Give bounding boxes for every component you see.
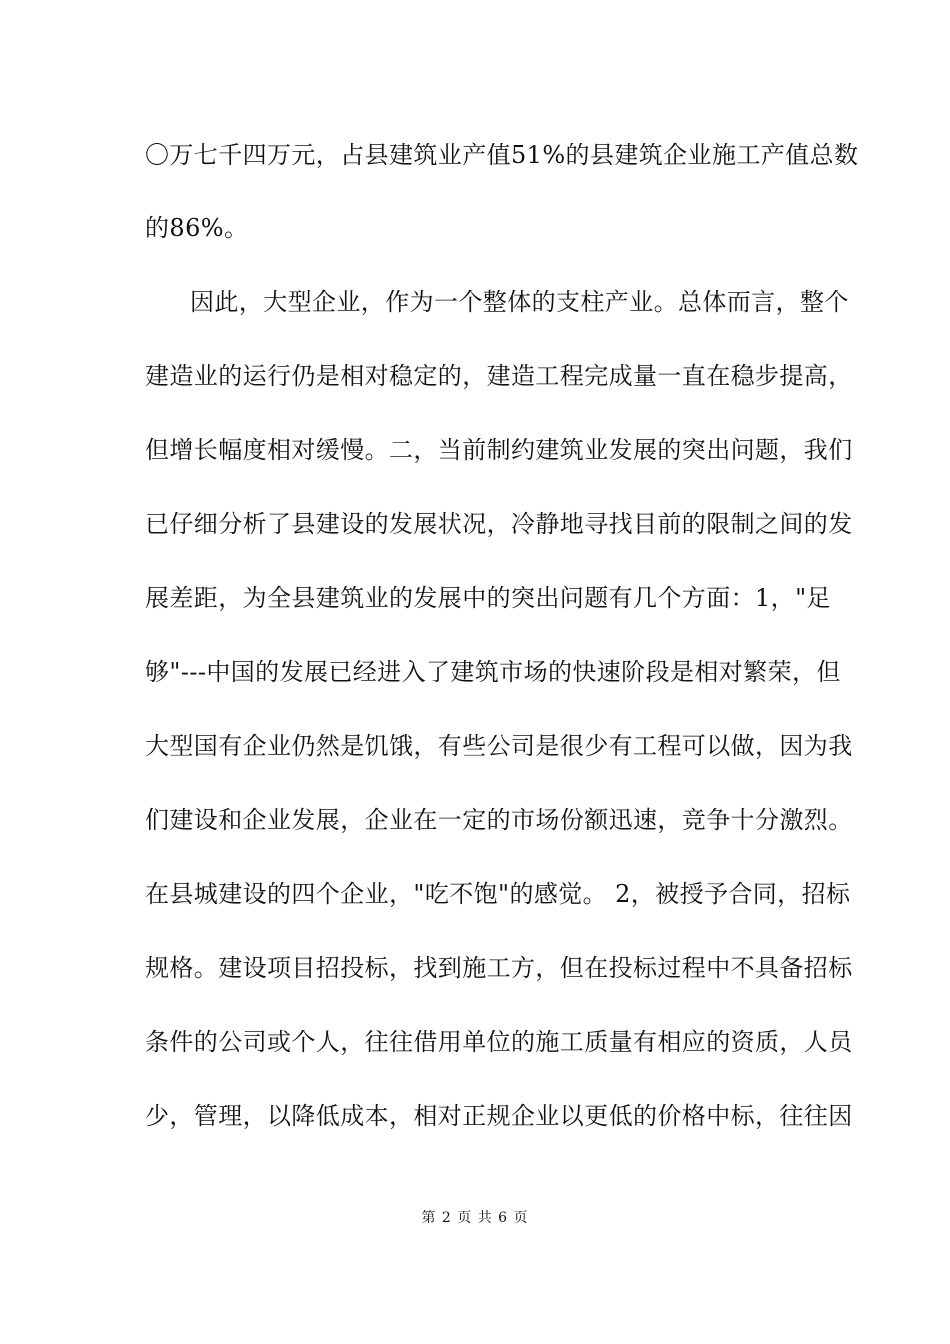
text-line: 在县城建设的四个企业，"吃不饱"的感觉。 2，被授予合同，招标 <box>145 880 851 908</box>
text-line: 大型国有企业仍然是饥饿，有些公司是很少有工程可以做，因为我 <box>145 732 853 760</box>
text-line: 们建设和企业发展，企业在一定的市场份额迅速，竞争十分激烈。 <box>145 806 853 834</box>
text-line: 但增长幅度相对缓慢。二，当前制约建筑业发展的突出问题，我们 <box>145 436 853 464</box>
text-line: 建造业的运行仍是相对稳定的，建造工程完成量一直在稳步提高， <box>145 362 853 390</box>
text-line: 条件的公司或个人，往往借用单位的施工质量有相应的资质，人员 <box>145 1028 853 1056</box>
text-line: 的86%。 <box>145 214 249 242</box>
text-line: 已仔细分析了县建设的发展状况，冷静地寻找目前的限制之间的发 <box>145 510 853 538</box>
text-line: 展差距，为全县建筑业的发展中的突出问题有几个方面：1，"足 <box>145 584 831 612</box>
text-line: 够"---中国的发展已经进入了建筑市场的快速阶段是相对繁荣，但 <box>145 658 841 686</box>
paragraph-first-line: 因此，大型企业，作为一个整体的支柱产业。总体而言，整个 <box>190 288 849 316</box>
text-line: 少，管理，以降低成本，相对正规企业以更低的价格中标，往往因 <box>145 1102 853 1130</box>
text-line: 〇万七千四万元，占县建筑业产值51%的县建筑企业施工产值总数 <box>145 141 859 169</box>
text-line: 规格。建设项目招投标，找到施工方，但在投标过程中不具备招标 <box>145 954 853 982</box>
page-number-footer: 第 2 页 共 6 页 <box>421 1210 529 1226</box>
